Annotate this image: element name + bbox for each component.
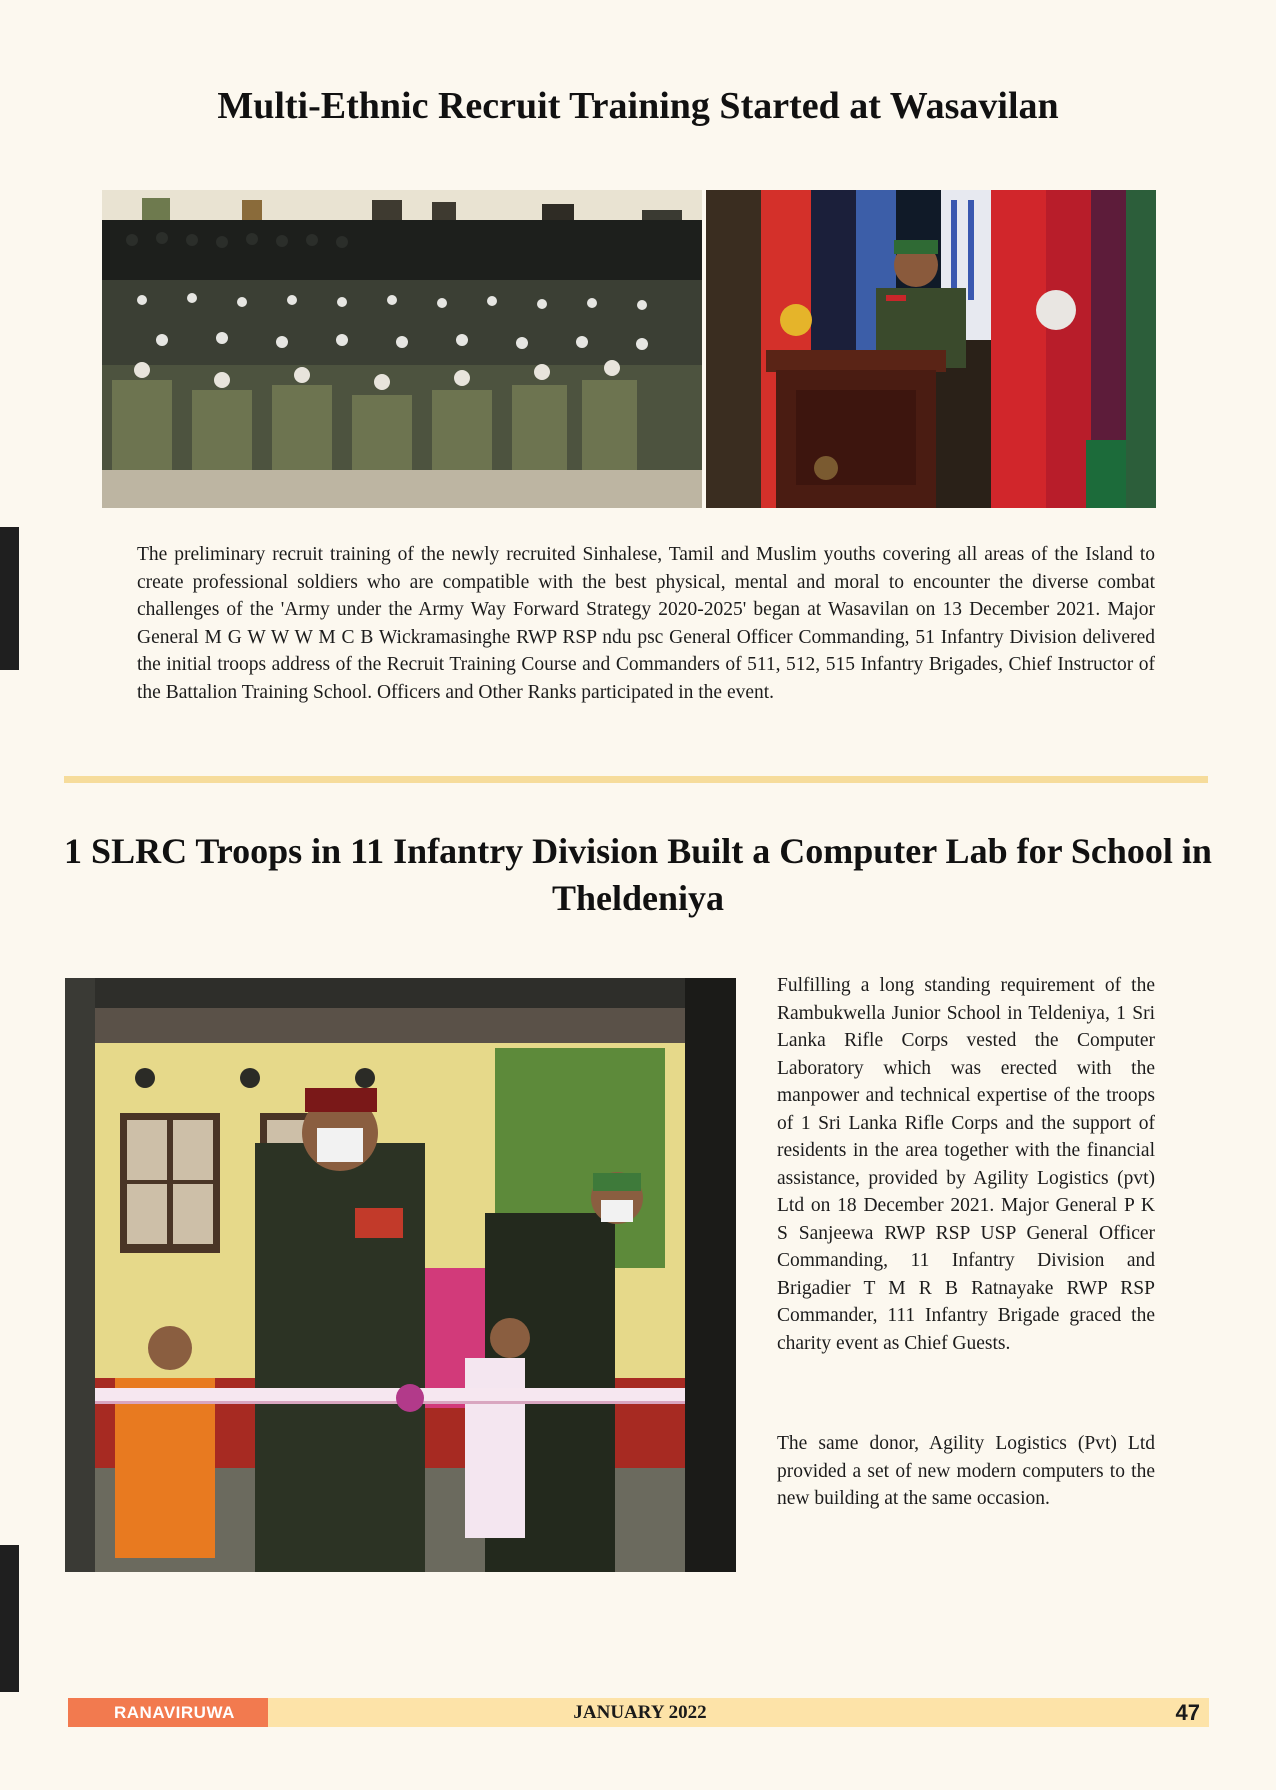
magazine-brand: RANAVIRUWA: [68, 1698, 268, 1727]
article1-title: Multi-Ethnic Recruit Training Started at Wasavilan: [217, 85, 1059, 127]
article2-body-paragraph-2: The same donor, Agility Logistics (Pvt) Ltd provided a set of new modern computers to the new building at the same occasion.: [777, 1433, 1155, 1509]
article1-body: The preliminary recruit training of the newly recruited Sinhalese, Tamil and Muslim youths covering all areas of the Island to create professional soldiers who are compatible with the best physical, mental and moral to encounter the diverse combat challenges of the 'Army under the Army Way Forward Strategy 2020-2025' began at Wasavilan on 13 December 2021. Major General M G W W W M C B Wickramasinghe RWP RSP ndu psc General Officer Commanding, 51 Infantry Division delivered the initial troops address of the Recruit Training Course and Commanders of 511, 512, 515 Infantry Brigades, Chief Instructor of the Battalion Training School. Officers and Other Ranks participated in the event.: [137, 544, 1155, 703]
left-edge-marker-bottom: [0, 1545, 19, 1692]
left-edge-marker-top: [0, 527, 19, 670]
issue-date: JANUARY 2022: [573, 1702, 707, 1723]
recruit-hall-photo: [102, 190, 702, 508]
article2-title: 1 SLRC Troops in 11 Infantry Division Built a Computer Lab for School in Theldeniya: [64, 831, 1212, 918]
article2-body-paragraph-1: Fulfilling a long standing requirement of the Rambukwella Junior School in Teldeniya, 1 Sri Lanka Rifle Corps vested the Computer Laboratory which was erected with the manpower and technical expertise of the troops of 1 Sri Lanka Rifle Corps and the support of residents in the area together with the financial assistance, provided by Agility Logistics (pvt) Ltd on 18 December 2021. Major General P K S Sanjeewa RWP RSP USP General Officer Commanding, 11 Infantry Division and Brigadier T M R B Ratnayake RWP RSP Commander, 111 Infantry Brigade graced the charity event as Chief Guests.: [777, 975, 1155, 1354]
section-divider: [64, 776, 1208, 783]
ribbon-cutting-photo: [65, 978, 736, 1572]
commander-address-photo: [706, 190, 1156, 508]
page-number: 47: [1175, 1700, 1200, 1725]
